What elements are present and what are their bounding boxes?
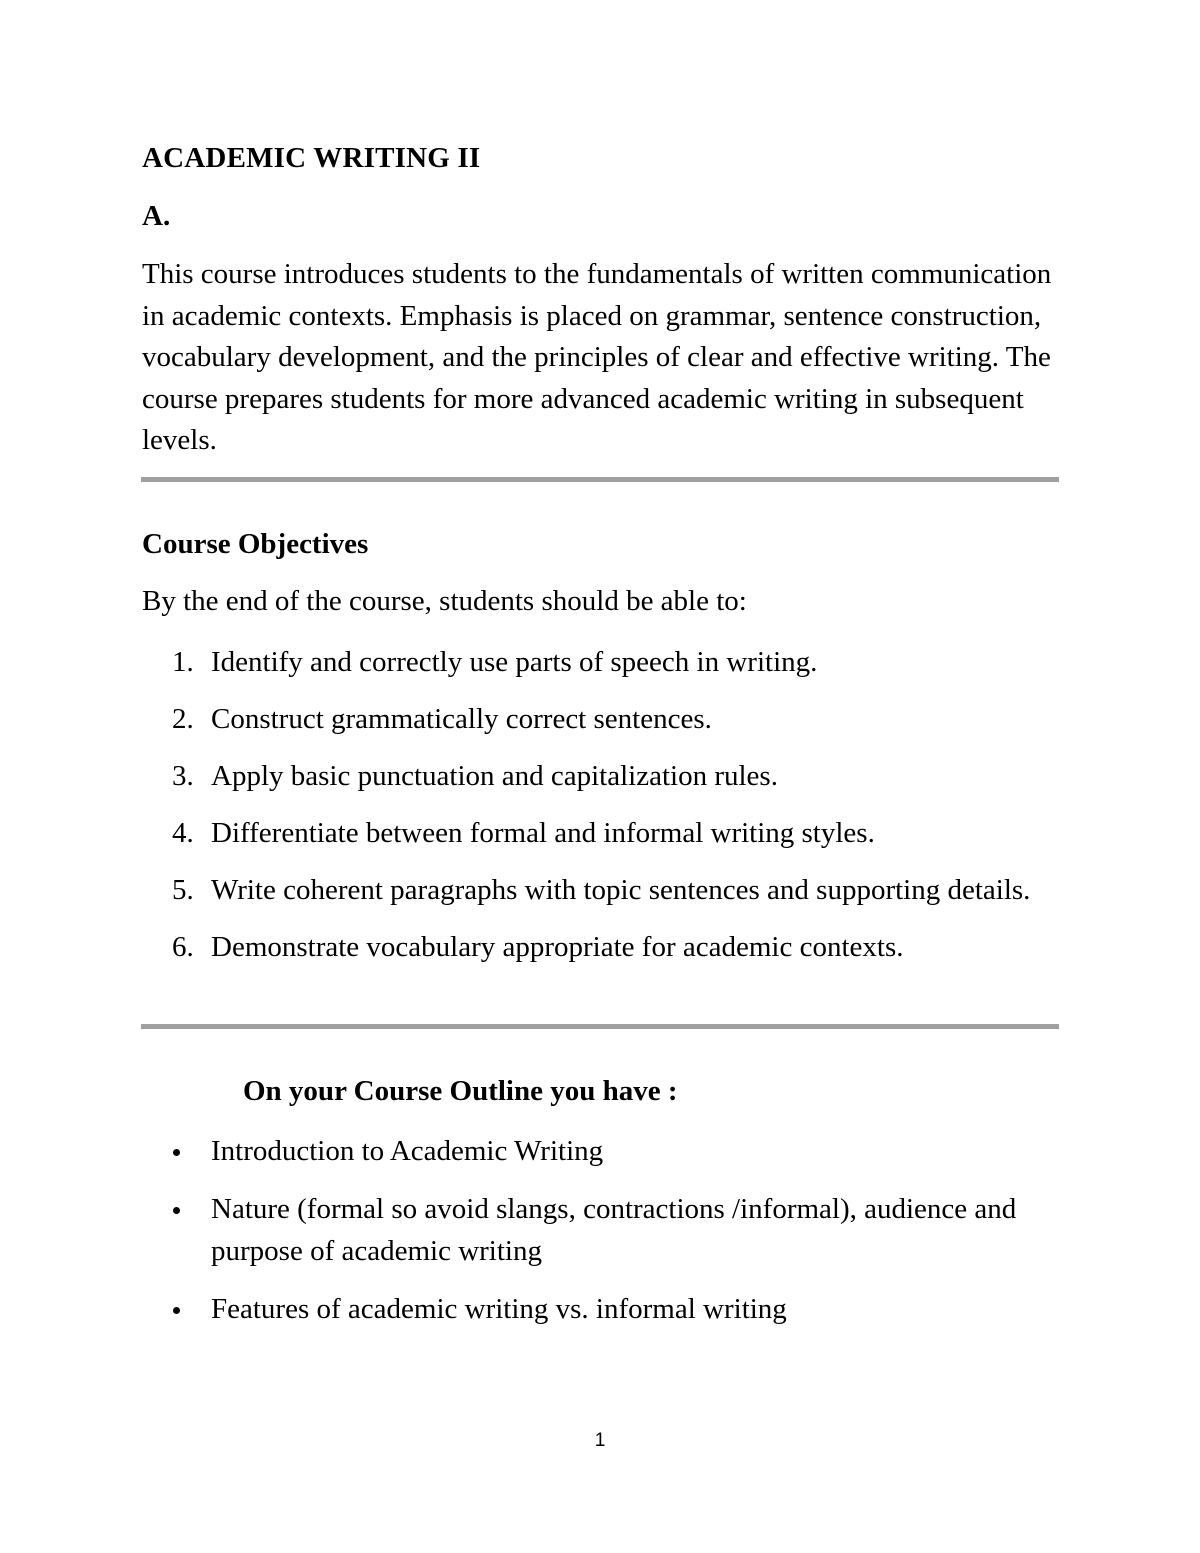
- bullet-icon: [173, 1307, 180, 1314]
- list-item-text: Differentiate between formal and informal writing styles.: [211, 817, 875, 849]
- document-title: ACADEMIC WRITING II: [142, 142, 481, 174]
- horizontal-rule: [141, 1024, 1059, 1029]
- objectives-lead: By the end of the course, students should be able to:: [142, 585, 747, 617]
- list-number: 2.: [172, 703, 194, 735]
- list-number: 4.: [172, 817, 194, 849]
- list-item: [0, 699, 1200, 741]
- list-item-text: Apply basic punctuation and capitalization rules.: [211, 760, 778, 792]
- objectives-list: [0, 642, 1200, 984]
- list-item-text: Demonstrate vocabulary appropriate for academic contexts.: [211, 931, 904, 963]
- outline-list: [0, 1131, 1200, 1347]
- page-number: 1: [594, 1430, 606, 1451]
- bullet-icon: [173, 1207, 180, 1214]
- list-item-text: Write coherent paragraphs with topic sentences and supporting details.: [211, 874, 1031, 906]
- list-item-text: Identify and correctly use parts of speech in writing.: [211, 646, 818, 678]
- section-letter: A.: [142, 200, 171, 232]
- list-item-text: Nature (formal so avoid slangs, contractions /informal), audience and purpose of academic writing: [211, 1193, 1017, 1267]
- list-number: 5.: [172, 874, 194, 906]
- objectives-heading: Course Objectives: [142, 528, 369, 560]
- list-number: 6.: [172, 931, 194, 963]
- list-number: 3.: [172, 760, 194, 792]
- horizontal-rule: [141, 477, 1059, 482]
- list-item: [0, 1131, 1200, 1173]
- list-item: [0, 642, 1200, 684]
- list-item: [0, 813, 1200, 855]
- list-item: [0, 1289, 1200, 1331]
- course-description: This course introduces students to the fundamentals of written communication in academic contexts. Emphasis is placed on grammar, sentence construction, vocabulary development, and the principles of clear and effective writing. The course prepares students for more advanced academic writing in subsequent levels.: [142, 258, 1052, 456]
- list-item: [0, 1189, 1200, 1272]
- list-item-text: Introduction to Academic Writing: [211, 1135, 604, 1167]
- list-item-text: Features of academic writing vs. informal writing: [211, 1292, 787, 1325]
- outline-heading: On your Course Outline you have :: [243, 1075, 678, 1107]
- list-item: [0, 927, 1200, 969]
- list-number: 1.: [172, 646, 194, 678]
- list-item: [0, 756, 1200, 798]
- list-item-text: Construct grammatically correct sentences.: [211, 703, 712, 735]
- bullet-icon: [173, 1149, 180, 1156]
- list-item: [0, 870, 1200, 912]
